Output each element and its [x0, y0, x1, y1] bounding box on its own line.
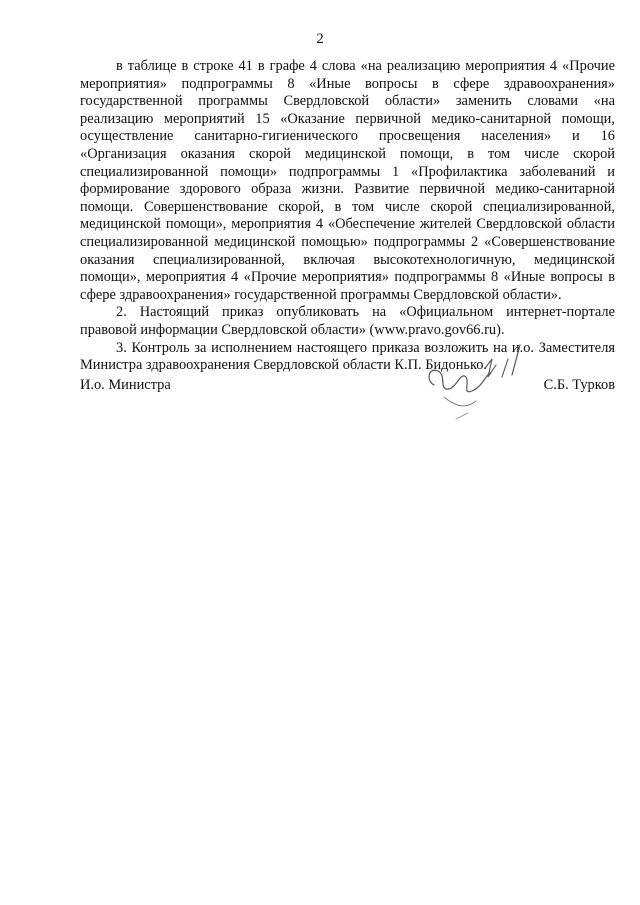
paragraph-publication: 2. Настоящий приказ опубликовать на «Официальном интернет-портале правовой информации Свердловской области» (www.pravo.gov66.ru). — [80, 304, 615, 338]
document-body — [80, 58, 615, 375]
signature-block — [80, 377, 615, 437]
paragraph-control: 3. Контроль за исполнением настоящего приказа возложить на и.о. Заместителя Министра здравоохранения Свердловской области К.П. Бидонько. — [80, 339, 615, 374]
signatory-name: С.Б. Турков — [543, 377, 615, 393]
page-number: 2 — [316, 31, 324, 47]
signatory-title: И.о. Министра — [80, 377, 171, 393]
handwritten-signature — [416, 337, 546, 427]
paragraph-table-amendment: в таблице в строке 41 в графе 4 слова «на реализацию мероприятия 4 «Прочие мероприятия» подпрограммы 8 «Иные вопросы в сфере здравоохранения» государственной программы Свердловской области» заменить словами «на реализацию мероприятий 15 «Оказание первичной медико-санитарной помощи, осуществление санитарно-гигиенического просвещения населения» и 16 «Организация оказания скорой медицинской помощи, в том числе скорой специализированной помощи» подпрограммы 1 «Профилактика заболеваний и формирование здорового образа жизни. Развитие первичной медико-санитарной помощи. Совершенствование скорой, в том числе скорой специализированной, медицинской помощи», мероприятия 4 «Обеспечение жителей Свердловской области специализированной медицинской помощью» подпрограммы 2 «Совершенствование оказания специализированной, включая высокотехнологичную, медицинской помощи», мероприятия 4 «Прочие мероприятия» подпрограммы 8 «Иные вопросы в сфере здравоохранения» государственной программы Свердловской области». — [80, 58, 615, 303]
